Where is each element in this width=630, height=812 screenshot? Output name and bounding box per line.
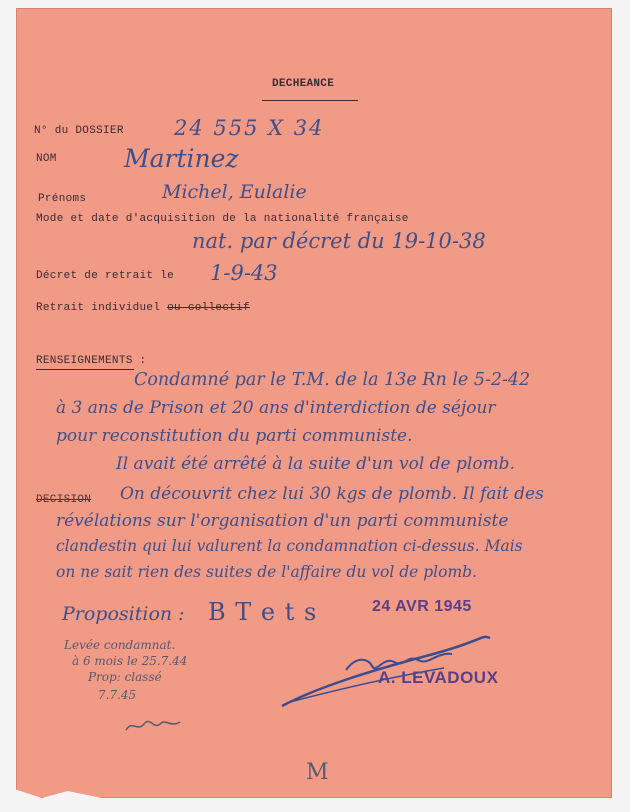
margin-note-line-1: Levée condamnat. [64, 638, 176, 652]
renseignements-line-2: à 3 ans de Prison et 20 ans d'interdiction de séjour [56, 398, 496, 418]
renseignements-line-4: Il avait été arrêté à la suite d'un vol de plomb. [116, 454, 515, 474]
prenoms-label: Prénoms [38, 193, 87, 205]
renseignements-label: RENSEIGNEMENTS : [36, 355, 147, 367]
title-underline [262, 100, 358, 101]
proposition-value: B T e t s [208, 598, 318, 626]
mode-value: nat. par décret du 19-10-38 [192, 229, 486, 253]
document-sheet [16, 8, 612, 798]
nom-value: Martinez [124, 144, 239, 173]
renseignements-line-5: On découvrit chez lui 30 kgs de plomb. Il fait des [120, 484, 544, 504]
stamp-name: A. LEVADOUX [378, 668, 499, 687]
retrait-individuel: Retrait individuel [36, 302, 168, 314]
mode-label: Mode et date d'acquisition de la nationalité française [36, 213, 409, 225]
renseignements-line-8: on ne sait rien des suites de l'affaire du vol de plomb. [56, 563, 477, 581]
renseignements-underline [36, 369, 134, 370]
decret-value: 1-9-43 [210, 261, 278, 285]
margin-note-line-3: Prop: classé [88, 670, 162, 684]
retrait-label [36, 302, 250, 314]
prenoms-value: Michel, Eulalie [162, 181, 307, 203]
decret-label: Décret de retrait le [36, 270, 175, 282]
dossier-value: 24 555 X 34 [174, 116, 325, 140]
renseignements-line-1: Condamné par le T.M. de la 13e Rn le 5-2-42 [134, 370, 531, 390]
footer-mark: M [306, 760, 329, 785]
handwritten-signature [276, 628, 499, 718]
renseignements-line-3: pour reconstitution du parti communiste. [56, 426, 413, 446]
margin-note-line-2: à 6 mois le 25.7.44 [72, 654, 188, 668]
retrait-collectif-struck: ou collectif [167, 302, 250, 314]
renseignements-line-7: clandestin qui lui valurent la condamnation ci-dessus. Mais [56, 537, 523, 555]
margin-initials [124, 716, 184, 736]
nom-label: NOM [36, 153, 57, 165]
decision-struck-label: DECISION [36, 494, 92, 506]
document-title: DECHEANCE [272, 78, 335, 90]
renseignements-line-6: révélations sur l'organisation d'un parti communiste [56, 511, 509, 531]
margin-note-line-4: 7.7.45 [98, 688, 137, 702]
stamp-date: 24 AVR 1945 [372, 598, 472, 615]
dossier-label: N° du DOSSIER [34, 125, 124, 137]
proposition-label: Proposition : [62, 603, 185, 625]
